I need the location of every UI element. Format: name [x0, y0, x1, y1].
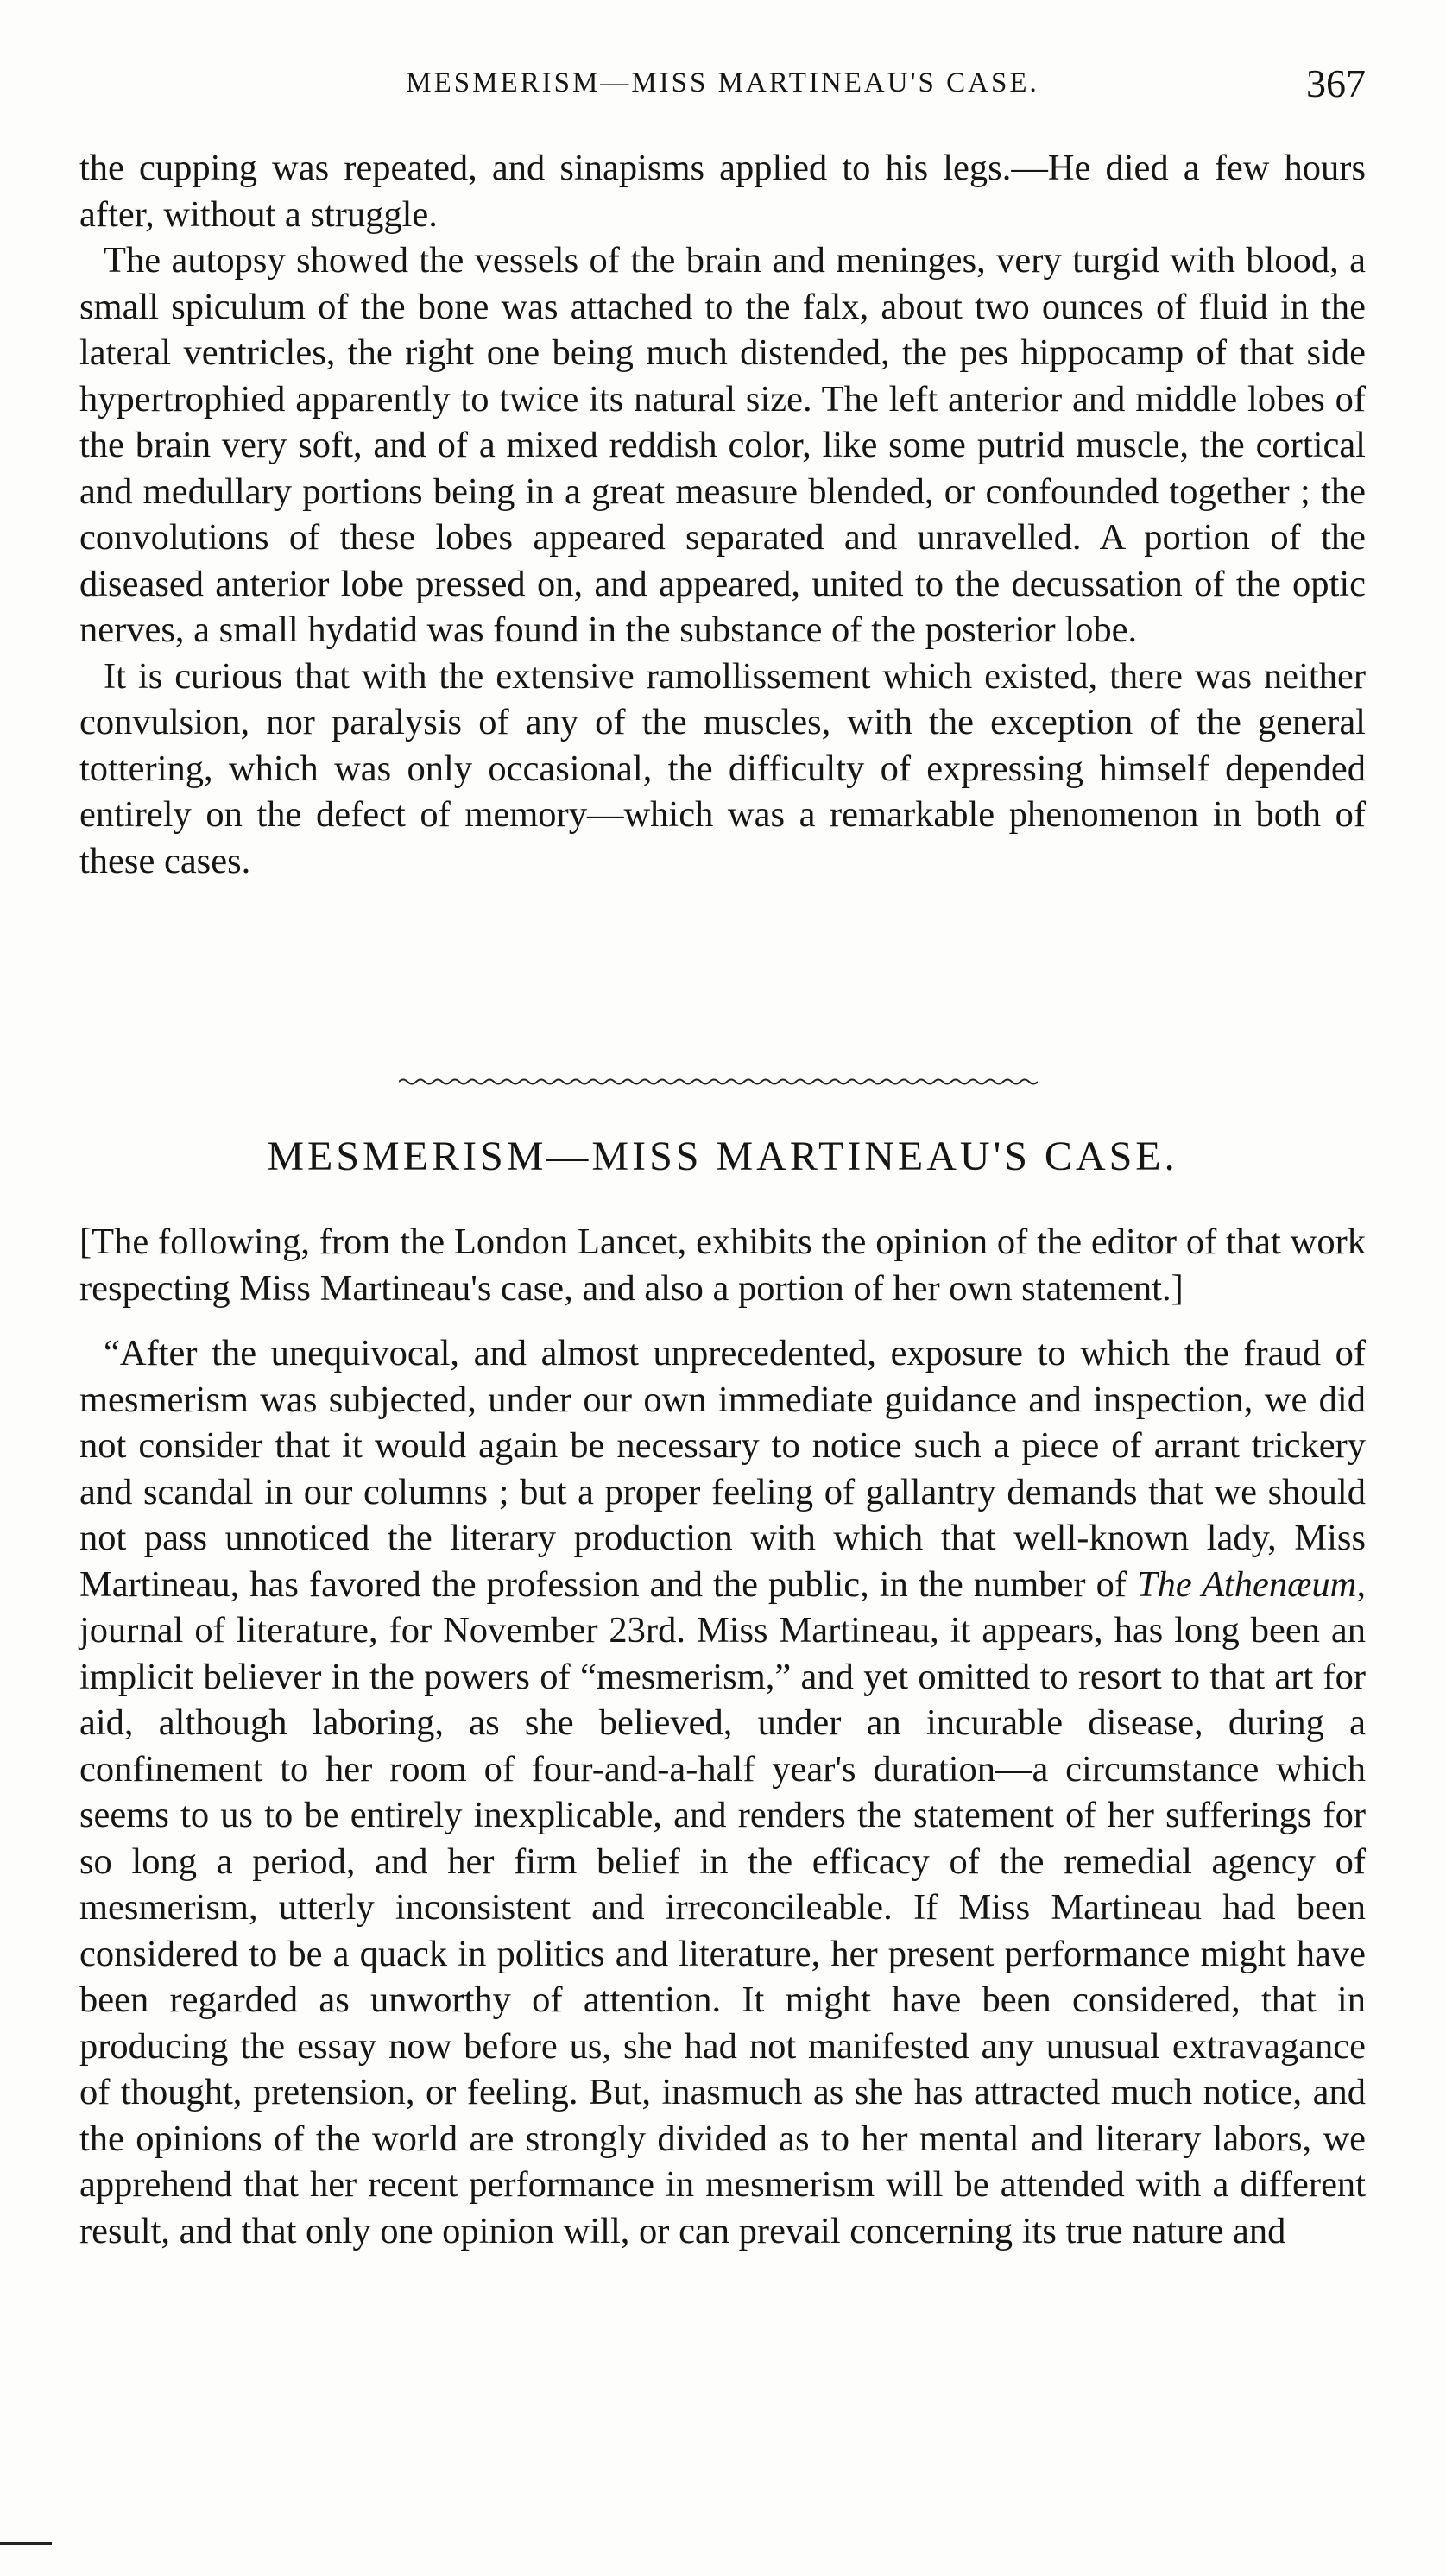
quote-text-continued: journal of literature, for November 23rd. Miss Martineau, it appears, has long been an implicit believer in the powers of “mesmerism,” and yet omitted to resort to that art for aid, although laboring, as she believed, under an incurable disease, during a confinement to her room of four-and-a-half year's duration—a circumstance which seems to us to be entirely inexplicable, and renders the statement of her sufferings for so long a period, and her firm belief in the efficacy of the remedial agency of mesmerism, utterly inconsistent and irreconcileable. If Miss Martineau had been considered to be a quack in politics and literature, her present performance might have been regarded as unworthy of attention. It might have been considered, that in producing the essay now before us, she had not manifested any unusual extravagance of thought, pretension, or feeling. But, inasmuch as she has attracted much notice, and the opinions of the world are strongly divided as to her mental and literary labors, we apprehend that her recent performance in mesmerism will be attended with a different result, and that only one opinion will, or can prevail concerning its true nature and — [79, 1610, 1366, 2251]
paragraph-observation: It is curious that with the extensive ramollissement which existed, there was neither convulsion, nor paralysis of any of the muscles, with the exception of the general tottering, which was only occasional, the difficulty of expressing himself depended entirely on the defect of memory—which was a remarkable phenomenon in both of these cases. — [79, 655, 1366, 881]
ornamental-divider — [399, 1077, 1038, 1086]
paragraph-continuation: the cupping was repeated, and sinapisms applied to his legs.—He died a few hours after, without a struggle. — [79, 148, 1366, 235]
lancet-quote — [79, 1330, 1366, 2254]
running-title: MESMERISM—MISS MARTINEAU'S CASE. — [406, 67, 1039, 98]
running-head — [79, 61, 1366, 119]
martineau-article — [79, 1219, 1366, 2273]
editorial-intro: [The following, from the London Lancet, exhibits the opinion of the editor of that work respecting Miss Martineau's case, and also a portion of her own statement.] — [79, 1222, 1366, 1309]
quote-text-start: “After the unequivocal, and almost unprecedented, exposure to which the fraud of mesmerism was subjected, under our own immediate guidance and inspection, we did not consider that it would again be necessary to notice such a piece of arrant trickery and scandal in our columns ; but a proper feeling of gallantry demands that we should not pass unnoticed the literary production with which that well-known lady, Miss Martineau, has favored the profession and the public, in the number of — [79, 1333, 1366, 1605]
page-edge-mark — [0, 2542, 52, 2545]
journal-title: The Athenæum, — [1136, 1563, 1366, 1605]
section-title: MESMERISM—MISS MARTINEAU'S CASE. — [267, 1133, 1178, 1179]
paragraph-autopsy: The autopsy showed the vessels of the brain and meninges, very turgid with blood, a small spiculum of the bone was attached to the falx, about two ounces of fluid in the lateral ventricles, the right one being much distended, the pes hippocamp of that side hypertrophied apparently to twice its natural size. The left anterior and middle lobes of the brain very soft, and of a mixed reddish color, like some putrid muscle, the cortical and medullary portions being in a great measure blended, or confounded together ; the convolutions of these lobes appeared separated and unravelled. A portion of the diseased anterior lobe pressed on, and appeared, united to the decussation of the optic nerves, a small hydatid was found in the substance of the posterior lobe. — [79, 240, 1366, 650]
page-number: 367 — [1306, 61, 1366, 105]
continued-article — [79, 145, 1366, 884]
